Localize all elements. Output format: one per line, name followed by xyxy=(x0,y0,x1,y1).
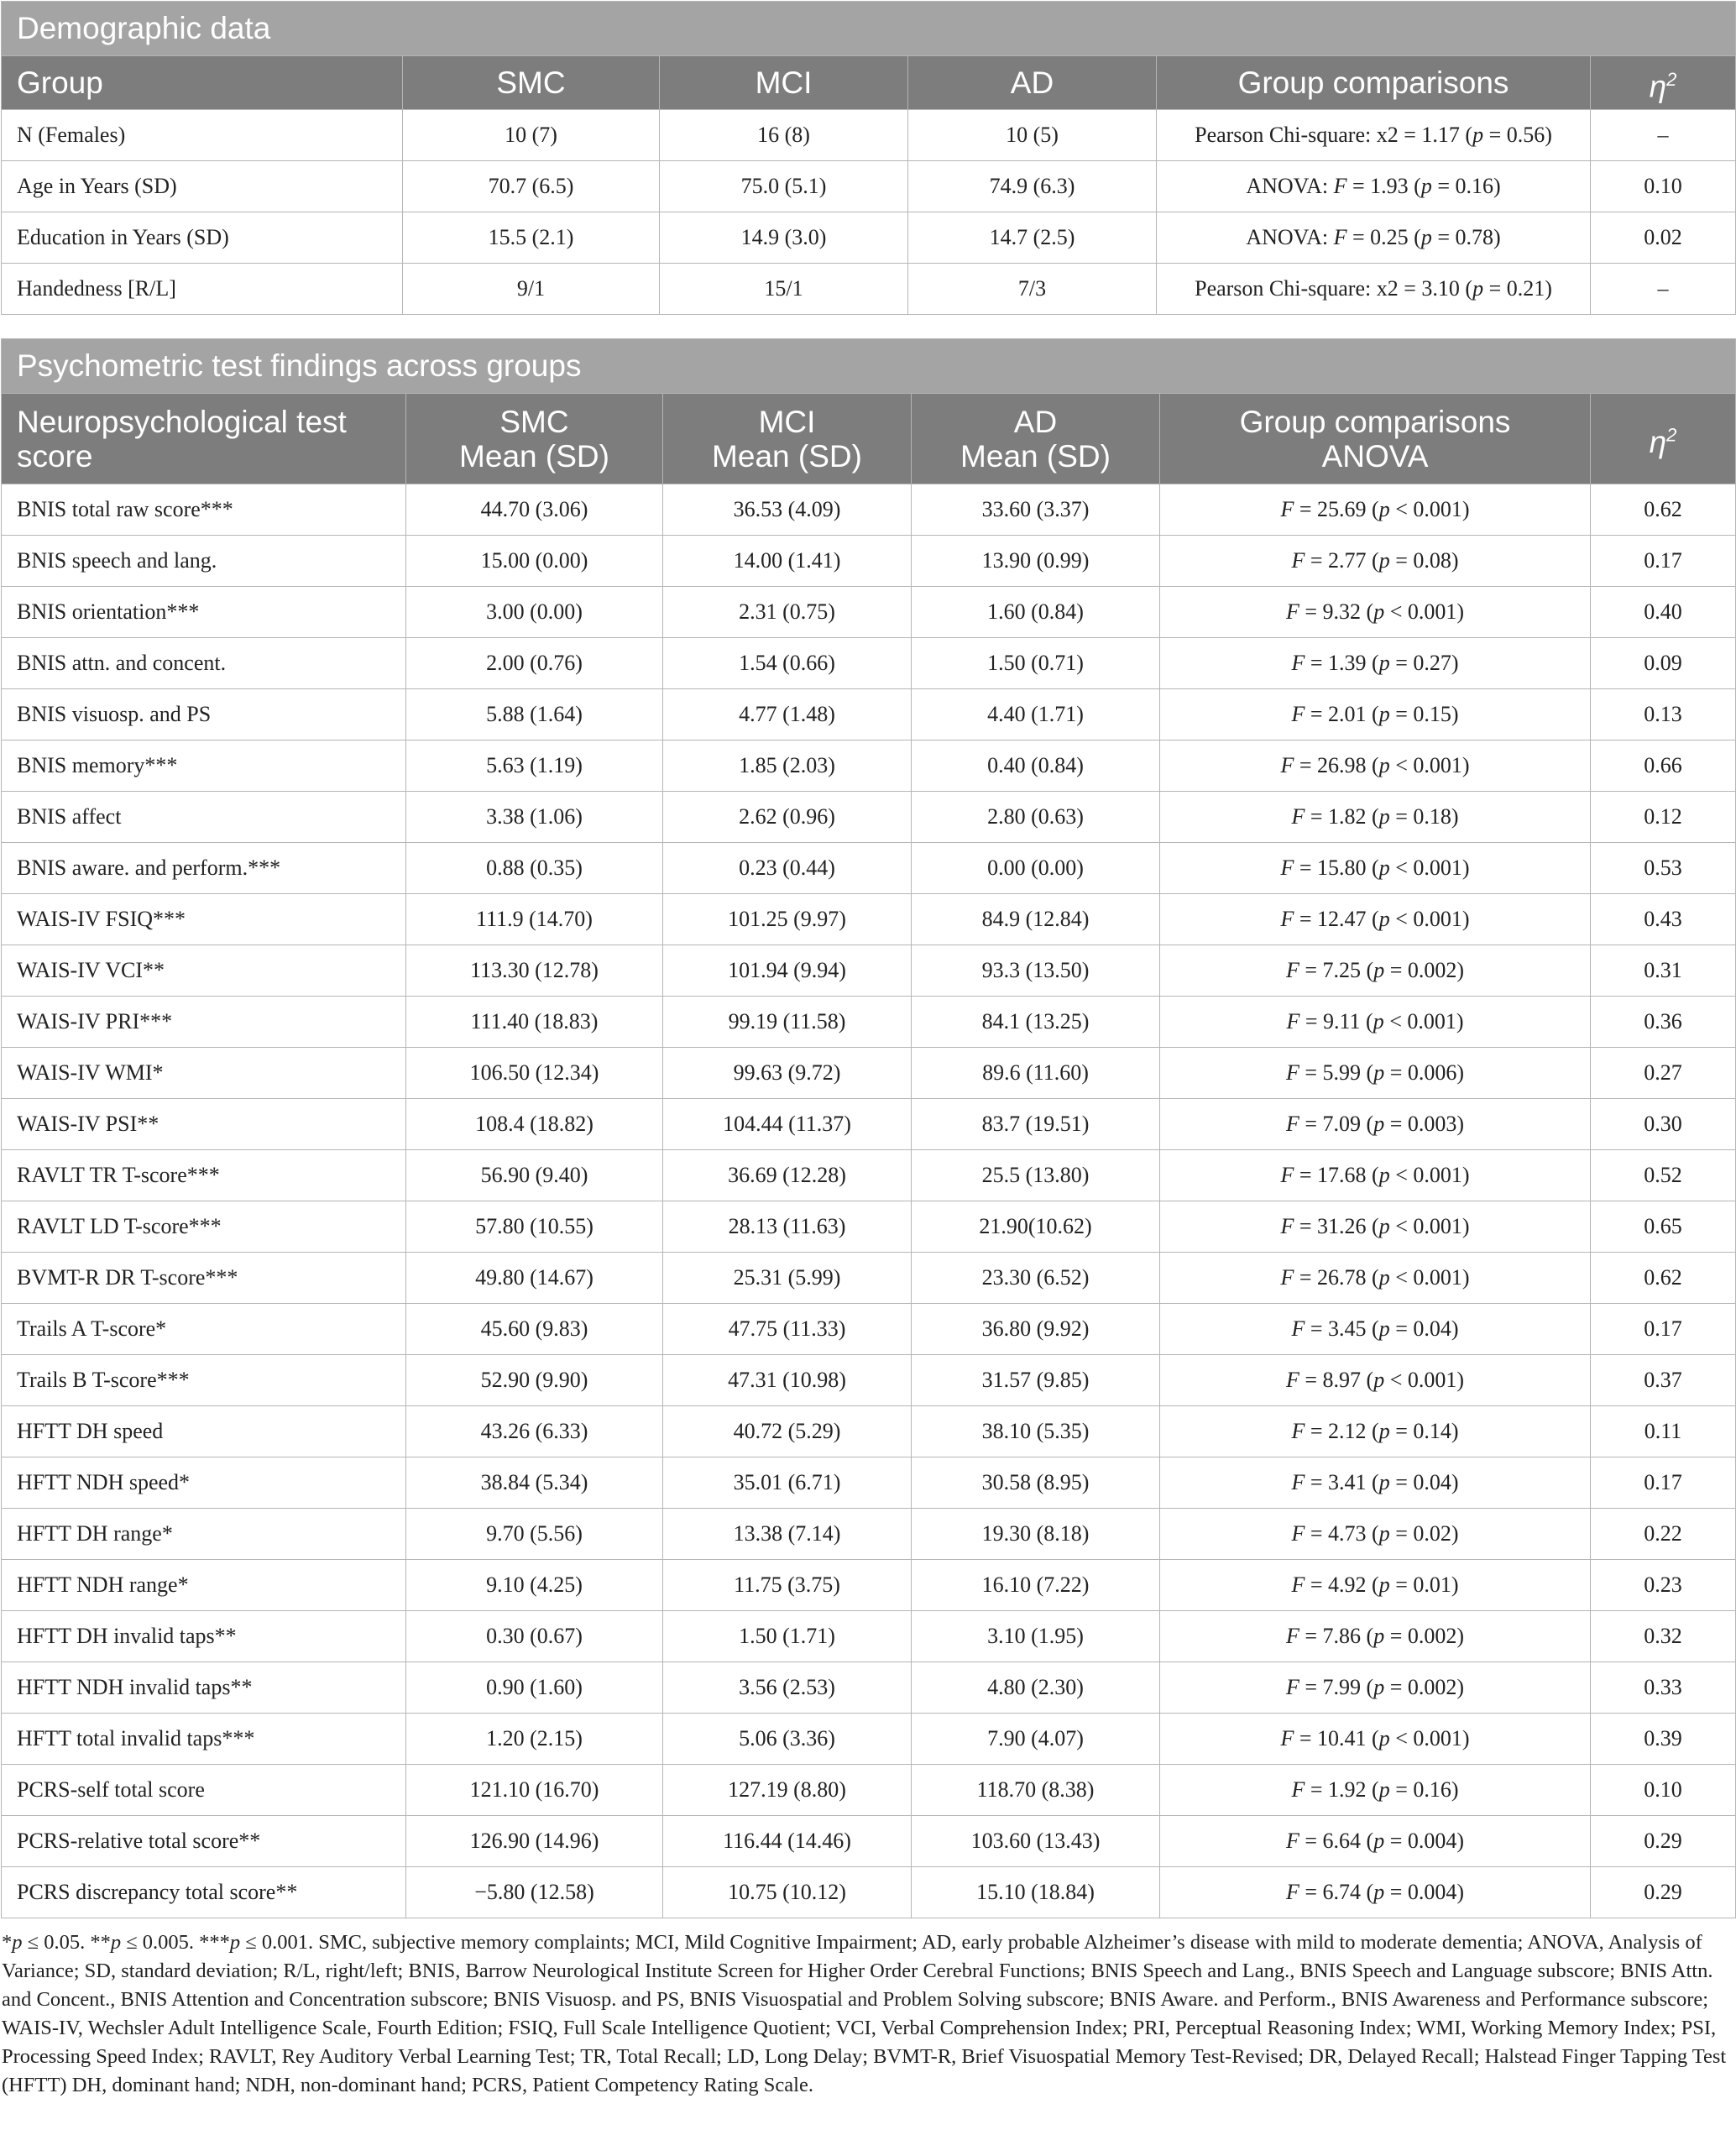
row-label: BNIS visuosp. and PS xyxy=(2,689,406,740)
table-cell: 0.53 xyxy=(1591,843,1736,894)
table-cell: F = 12.47 (p < 0.001) xyxy=(1160,894,1591,945)
table-cell: F = 10.41 (p < 0.001) xyxy=(1160,1714,1591,1765)
table-cell: 5.88 (1.64) xyxy=(406,689,663,740)
table-cell: 101.25 (9.97) xyxy=(663,894,912,945)
row-label: BNIS total raw score*** xyxy=(2,484,406,536)
table-row xyxy=(2,1201,1736,1253)
table-cell: F = 3.45 (p = 0.04) xyxy=(1160,1304,1591,1355)
table-cell: 1.20 (2.15) xyxy=(406,1714,663,1765)
table-cell: 0.00 (0.00) xyxy=(912,843,1160,894)
table-cell: 75.0 (5.1) xyxy=(660,161,908,212)
header-line: ANOVA xyxy=(1321,438,1429,474)
table-row xyxy=(2,161,1736,212)
table-cell: 14.9 (3.0) xyxy=(660,212,908,264)
header-line: Neuropsychological test xyxy=(17,404,347,439)
psychometric-header-row xyxy=(2,394,1736,484)
table-cell: 0.17 xyxy=(1591,1457,1736,1509)
table-cell: ANOVA: F = 1.93 (p = 0.16) xyxy=(1157,161,1591,212)
table-cell: 0.88 (0.35) xyxy=(406,843,663,894)
table-cell: F = 25.69 (p < 0.001) xyxy=(1160,484,1591,536)
table-row xyxy=(2,689,1736,740)
table-cell: 10 (7) xyxy=(403,110,660,161)
table-cell: 30.58 (8.95) xyxy=(912,1457,1160,1509)
row-label: Trails B T-score*** xyxy=(2,1355,406,1406)
table-cell: F = 7.86 (p = 0.002) xyxy=(1160,1611,1591,1662)
table-row xyxy=(2,1765,1736,1816)
table-cell: 13.38 (7.14) xyxy=(663,1509,912,1560)
table-cell: 16.10 (7.22) xyxy=(912,1560,1160,1611)
table-cell: 0.37 xyxy=(1591,1355,1736,1406)
table-cell: 0.43 xyxy=(1591,894,1736,945)
demo-header-smc: SMC xyxy=(403,56,660,110)
row-label: BNIS speech and lang. xyxy=(2,536,406,587)
table-cell: 47.75 (11.33) xyxy=(663,1304,912,1355)
row-label: PCRS-relative total score** xyxy=(2,1816,406,1867)
table-row xyxy=(2,212,1736,264)
header-line: SMC xyxy=(499,404,569,439)
psy-header-mci xyxy=(663,394,912,484)
row-label: Trails A T-score* xyxy=(2,1304,406,1355)
table-cell: −5.80 (12.58) xyxy=(406,1867,663,1918)
table-cell: F = 2.77 (p = 0.08) xyxy=(1160,536,1591,587)
table-row xyxy=(2,1457,1736,1509)
table-cell: 121.10 (16.70) xyxy=(406,1765,663,1816)
demo-header-eta: $\eta^2$ xyxy=(1591,56,1736,110)
psy-header-smc xyxy=(406,394,663,484)
table-row xyxy=(2,997,1736,1048)
psy-header-ad xyxy=(912,394,1160,484)
demographic-title: Demographic data xyxy=(2,2,1736,56)
row-label: HFTT NDH invalid taps** xyxy=(2,1662,406,1714)
table-cell: 74.9 (6.3) xyxy=(908,161,1157,212)
table-cell: 0.62 xyxy=(1591,1253,1736,1304)
table-cell: 83.7 (19.51) xyxy=(912,1099,1160,1150)
table-cell: 14.7 (2.5) xyxy=(908,212,1157,264)
table-cell: 103.60 (13.43) xyxy=(912,1816,1160,1867)
table-cell: 36.80 (9.92) xyxy=(912,1304,1160,1355)
table-cell: F = 2.01 (p = 0.15) xyxy=(1160,689,1591,740)
table-cell: 1.50 (0.71) xyxy=(912,638,1160,689)
row-label: BNIS attn. and concent. xyxy=(2,638,406,689)
row-label: Handedness [R/L] xyxy=(2,264,403,315)
table-row xyxy=(2,110,1736,161)
table-cell: 0.29 xyxy=(1591,1867,1736,1918)
row-label: HFTT DH range* xyxy=(2,1509,406,1560)
table-cell: 23.30 (6.52) xyxy=(912,1253,1160,1304)
table-cell: F = 17.68 (p < 0.001) xyxy=(1160,1150,1591,1201)
table-cell: 56.90 (9.40) xyxy=(406,1150,663,1201)
table-cell: 31.57 (9.85) xyxy=(912,1355,1160,1406)
table-cell: 89.6 (11.60) xyxy=(912,1048,1160,1099)
table-cell: 3.56 (2.53) xyxy=(663,1662,912,1714)
table-cell: 15/1 xyxy=(660,264,908,315)
table-cell: F = 26.78 (p < 0.001) xyxy=(1160,1253,1591,1304)
table-cell: 113.30 (12.78) xyxy=(406,945,663,997)
table-row xyxy=(2,1253,1736,1304)
table-cell: 52.90 (9.90) xyxy=(406,1355,663,1406)
table-cell: 1.54 (0.66) xyxy=(663,638,912,689)
row-label: HFTT DH speed xyxy=(2,1406,406,1457)
table-cell: 0.29 xyxy=(1591,1816,1736,1867)
table-cell: 127.19 (8.80) xyxy=(663,1765,912,1816)
table-cell: 10 (5) xyxy=(908,110,1157,161)
row-label: WAIS-IV PSI** xyxy=(2,1099,406,1150)
table-cell: F = 7.99 (p = 0.002) xyxy=(1160,1662,1591,1714)
psychometric-body xyxy=(2,484,1736,1918)
table-cell: 44.70 (3.06) xyxy=(406,484,663,536)
table-cell: 116.44 (14.46) xyxy=(663,1816,912,1867)
table-row xyxy=(2,1048,1736,1099)
table-cell: 43.26 (6.33) xyxy=(406,1406,663,1457)
table-cell: 0.09 xyxy=(1591,638,1736,689)
table-cell: 111.9 (14.70) xyxy=(406,894,663,945)
table-cell: 15.5 (2.1) xyxy=(403,212,660,264)
table-cell: 0.02 xyxy=(1591,212,1736,264)
table-cell: 93.3 (13.50) xyxy=(912,945,1160,997)
header-line: AD xyxy=(1013,404,1058,439)
table-cell: 1.85 (2.03) xyxy=(663,740,912,792)
table-cell: F = 8.97 (p < 0.001) xyxy=(1160,1355,1591,1406)
psychometric-title: Psychometric test findings across groups xyxy=(2,339,1736,394)
row-label: BNIS affect xyxy=(2,792,406,843)
table-cell: 4.77 (1.48) xyxy=(663,689,912,740)
demographic-body xyxy=(2,110,1736,315)
demo-header-ad: AD xyxy=(908,56,1157,110)
table-cell: 1.50 (1.71) xyxy=(663,1611,912,1662)
row-label: WAIS-IV VCI** xyxy=(2,945,406,997)
table-row xyxy=(2,1611,1736,1662)
table-row xyxy=(2,1509,1736,1560)
table-cell: 38.84 (5.34) xyxy=(406,1457,663,1509)
table-cell: F = 3.41 (p = 0.04) xyxy=(1160,1457,1591,1509)
table-cell: 0.32 xyxy=(1591,1611,1736,1662)
row-label: HFTT NDH range* xyxy=(2,1560,406,1611)
table-row xyxy=(2,1150,1736,1201)
table-cell: 0.30 (0.67) xyxy=(406,1611,663,1662)
table-row xyxy=(2,1406,1736,1457)
table-cell: F = 26.98 (p < 0.001) xyxy=(1160,740,1591,792)
table-cell: 0.66 xyxy=(1591,740,1736,792)
table-cell: – xyxy=(1591,110,1736,161)
table-cell: 0.40 xyxy=(1591,587,1736,638)
table-cell: 9.10 (4.25) xyxy=(406,1560,663,1611)
table-cell: 14.00 (1.41) xyxy=(663,536,912,587)
table-cell: F = 6.74 (p = 0.004) xyxy=(1160,1867,1591,1918)
header-line: Mean (SD) xyxy=(712,438,862,474)
table-cell: Pearson Chi-square: x2 = 1.17 (p = 0.56) xyxy=(1157,110,1591,161)
table-cell: 28.13 (11.63) xyxy=(663,1201,912,1253)
table-cell: F = 1.39 (p = 0.27) xyxy=(1160,638,1591,689)
table-cell: 2.62 (0.96) xyxy=(663,792,912,843)
table-row xyxy=(2,843,1736,894)
table-row xyxy=(2,894,1736,945)
table-cell: 0.22 xyxy=(1591,1509,1736,1560)
table-cell: 9/1 xyxy=(403,264,660,315)
table-cell: 5.63 (1.19) xyxy=(406,740,663,792)
table-cell: 49.80 (14.67) xyxy=(406,1253,663,1304)
table-cell: 16 (8) xyxy=(660,110,908,161)
table-cell: F = 15.80 (p < 0.001) xyxy=(1160,843,1591,894)
row-label: HFTT NDH speed* xyxy=(2,1457,406,1509)
table-cell: 40.72 (5.29) xyxy=(663,1406,912,1457)
row-label: PCRS-self total score xyxy=(2,1765,406,1816)
table-cell: 0.62 xyxy=(1591,484,1736,536)
table-row xyxy=(2,1355,1736,1406)
table-row xyxy=(2,1662,1736,1714)
table-cell: 36.69 (12.28) xyxy=(663,1150,912,1201)
table-cell: 36.53 (4.09) xyxy=(663,484,912,536)
table-cell: 0.17 xyxy=(1591,1304,1736,1355)
table-cell: 0.33 xyxy=(1591,1662,1736,1714)
row-label: WAIS-IV WMI* xyxy=(2,1048,406,1099)
row-label: BNIS aware. and perform.*** xyxy=(2,843,406,894)
demo-header-group: Group xyxy=(2,56,403,110)
table-cell: 47.31 (10.98) xyxy=(663,1355,912,1406)
table-cell: 9.70 (5.56) xyxy=(406,1509,663,1560)
table-cell: 57.80 (10.55) xyxy=(406,1201,663,1253)
demographic-table xyxy=(1,1,1736,315)
table-cell: F = 9.32 (p < 0.001) xyxy=(1160,587,1591,638)
table-cell: 0.23 xyxy=(1591,1560,1736,1611)
header-line: Group comparisons xyxy=(1239,404,1511,439)
table-cell: Pearson Chi-square: x2 = 3.10 (p = 0.21) xyxy=(1157,264,1591,315)
table-cell: 21.90(10.62) xyxy=(912,1201,1160,1253)
table-cell: 108.4 (18.82) xyxy=(406,1099,663,1150)
table-row xyxy=(2,587,1736,638)
table-cell: 3.00 (0.00) xyxy=(406,587,663,638)
header-line: $\eta^2$ xyxy=(1649,424,1677,460)
demo-header-mci: MCI xyxy=(660,56,908,110)
table-cell: 4.40 (1.71) xyxy=(912,689,1160,740)
table-cell: 84.1 (13.25) xyxy=(912,997,1160,1048)
psy-header-test xyxy=(2,394,406,484)
table-cell: 0.10 xyxy=(1591,1765,1736,1816)
table-row xyxy=(2,945,1736,997)
header-line: Mean (SD) xyxy=(960,438,1111,474)
table-cell: 11.75 (3.75) xyxy=(663,1560,912,1611)
table-cell: 33.60 (3.37) xyxy=(912,484,1160,536)
table-cell: 111.40 (18.83) xyxy=(406,997,663,1048)
table-cell: 3.10 (1.95) xyxy=(912,1611,1160,1662)
row-label: RAVLT LD T-score*** xyxy=(2,1201,406,1253)
table-cell: 15.10 (18.84) xyxy=(912,1867,1160,1918)
table-cell: 3.38 (1.06) xyxy=(406,792,663,843)
table-cell: F = 4.92 (p = 0.01) xyxy=(1160,1560,1591,1611)
row-label: Education in Years (SD) xyxy=(2,212,403,264)
table-cell: F = 7.25 (p = 0.002) xyxy=(1160,945,1591,997)
table-cell: 0.30 xyxy=(1591,1099,1736,1150)
table-cell: F = 6.64 (p = 0.004) xyxy=(1160,1816,1591,1867)
table-cell: 84.9 (12.84) xyxy=(912,894,1160,945)
row-label: HFTT total invalid taps*** xyxy=(2,1714,406,1765)
table-cell: 10.75 (10.12) xyxy=(663,1867,912,1918)
table-cell: 0.31 xyxy=(1591,945,1736,997)
table-cell: 2.31 (0.75) xyxy=(663,587,912,638)
table-cell: F = 1.92 (p = 0.16) xyxy=(1160,1765,1591,1816)
table-cell: 0.52 xyxy=(1591,1150,1736,1201)
table-cell: 7.90 (4.07) xyxy=(912,1714,1160,1765)
table-row xyxy=(2,1560,1736,1611)
table-row xyxy=(2,1099,1736,1150)
table-row xyxy=(2,792,1736,843)
table-cell: F = 4.73 (p = 0.02) xyxy=(1160,1509,1591,1560)
table-cell: 101.94 (9.94) xyxy=(663,945,912,997)
table-footnote: *p ≤ 0.05. **p ≤ 0.005. ***p ≤ 0.001. SMC, subjective memory complaints; MCI, Mild Cognitive Impairment; AD, early probable Alzheimer’s disease with mild to moderate dementia; ANOVA, Analysis of Variance; SD, standard deviation; R/L, right/left; BNIS, Barrow Neurological Institute Screen for Higher Order Cerebral Functions; BNIS Speech and Lang., BNIS Speech and Language subscore; BNIS Attn. and Concent., BNIS Attention and Concentration subscore; BNIS Visuosp. and PS, BNIS Visuospatial and Problem Solving subscore; BNIS Aware. and Perform., BNIS Awareness and Performance subscore; WAIS-IV, Wechsler Adult Intelligence Scale, Fourth Edition; FSIQ, Full Scale Intelligence Quotient; VCI, Verbal Comprehension Index; PRI, Perceptual Reasoning Index; WMI, Working Memory Index; PSI, Processing Speed Index; RAVLT, Rey Auditory Verbal Learning Test; TR, Total Recall; LD, Long Delay; BVMT-R, Brief Visuospatial Memory Test-Revised; DR, Delayed Recall; Halstead Finger Tapping Test (HFTT) DH, dominant hand; NDH, non-dominant hand; PCRS, Patient Competency Rating Scale. xyxy=(2,1931,1727,2096)
table-cell: 0.39 xyxy=(1591,1714,1736,1765)
table-cell: 0.17 xyxy=(1591,536,1736,587)
table-cell: F = 1.82 (p = 0.18) xyxy=(1160,792,1591,843)
table-cell: F = 7.09 (p = 0.003) xyxy=(1160,1099,1591,1150)
row-label: WAIS-IV PRI*** xyxy=(2,997,406,1048)
table-cell: 0.65 xyxy=(1591,1201,1736,1253)
table-cell: 0.13 xyxy=(1591,689,1736,740)
table-cell: 0.23 (0.44) xyxy=(663,843,912,894)
table-cell: 126.90 (14.96) xyxy=(406,1816,663,1867)
table-cell: 70.7 (6.5) xyxy=(403,161,660,212)
table-row xyxy=(2,1867,1736,1918)
table-cell: 13.90 (0.99) xyxy=(912,536,1160,587)
row-label: WAIS-IV FSIQ*** xyxy=(2,894,406,945)
table-cell: 0.12 xyxy=(1591,792,1736,843)
table-cell: – xyxy=(1591,264,1736,315)
table-cell: 118.70 (8.38) xyxy=(912,1765,1160,1816)
table-cell: 0.40 (0.84) xyxy=(912,740,1160,792)
table-cell: 0.36 xyxy=(1591,997,1736,1048)
table-cell: 4.80 (2.30) xyxy=(912,1662,1160,1714)
table-cell: F = 9.11 (p < 0.001) xyxy=(1160,997,1591,1048)
table-cell: 45.60 (9.83) xyxy=(406,1304,663,1355)
table-cell: 0.10 xyxy=(1591,161,1736,212)
header-line: MCI xyxy=(758,404,816,439)
row-label: BNIS orientation*** xyxy=(2,587,406,638)
psy-header-eta xyxy=(1591,394,1736,484)
table-cell: 0.90 (1.60) xyxy=(406,1662,663,1714)
row-label: BNIS memory*** xyxy=(2,740,406,792)
table-cell: 38.10 (5.35) xyxy=(912,1406,1160,1457)
table-row xyxy=(2,1304,1736,1355)
table-row xyxy=(2,1714,1736,1765)
psy-header-comparisons xyxy=(1160,394,1591,484)
table-row xyxy=(2,536,1736,587)
table-cell: 2.80 (0.63) xyxy=(912,792,1160,843)
table-cell: 25.31 (5.99) xyxy=(663,1253,912,1304)
table-cell: 104.44 (11.37) xyxy=(663,1099,912,1150)
table-cell: 99.19 (11.58) xyxy=(663,997,912,1048)
table-cell: 5.06 (3.36) xyxy=(663,1714,912,1765)
row-label: PCRS discrepancy total score** xyxy=(2,1867,406,1918)
psychometric-table xyxy=(1,338,1736,1918)
table-cell: 25.5 (13.80) xyxy=(912,1150,1160,1201)
table-cell: ANOVA: F = 0.25 (p = 0.78) xyxy=(1157,212,1591,264)
row-label: HFTT DH invalid taps** xyxy=(2,1611,406,1662)
table-row xyxy=(2,740,1736,792)
table-cell: 15.00 (0.00) xyxy=(406,536,663,587)
table-row xyxy=(2,484,1736,536)
table-cell: 0.11 xyxy=(1591,1406,1736,1457)
demo-header-comparisons: Group comparisons xyxy=(1157,56,1591,110)
row-label: RAVLT TR T-score*** xyxy=(2,1150,406,1201)
table-cell: 35.01 (6.71) xyxy=(663,1457,912,1509)
row-label: BVMT-R DR T-score*** xyxy=(2,1253,406,1304)
row-label: N (Females) xyxy=(2,110,403,161)
header-line: Mean (SD) xyxy=(459,438,609,474)
header-line: score xyxy=(17,438,93,474)
row-label: Age in Years (SD) xyxy=(2,161,403,212)
table-cell: 106.50 (12.34) xyxy=(406,1048,663,1099)
table-cell: F = 5.99 (p = 0.006) xyxy=(1160,1048,1591,1099)
table-cell: 7/3 xyxy=(908,264,1157,315)
table-row xyxy=(2,1816,1736,1867)
table-cell: 0.27 xyxy=(1591,1048,1736,1099)
table-cell: 99.63 (9.72) xyxy=(663,1048,912,1099)
table-cell: 1.60 (0.84) xyxy=(912,587,1160,638)
table-row xyxy=(2,264,1736,315)
table-cell: 2.00 (0.76) xyxy=(406,638,663,689)
table-cell: F = 2.12 (p = 0.14) xyxy=(1160,1406,1591,1457)
table-row xyxy=(2,638,1736,689)
table-cell: 19.30 (8.18) xyxy=(912,1509,1160,1560)
table-cell: F = 31.26 (p < 0.001) xyxy=(1160,1201,1591,1253)
